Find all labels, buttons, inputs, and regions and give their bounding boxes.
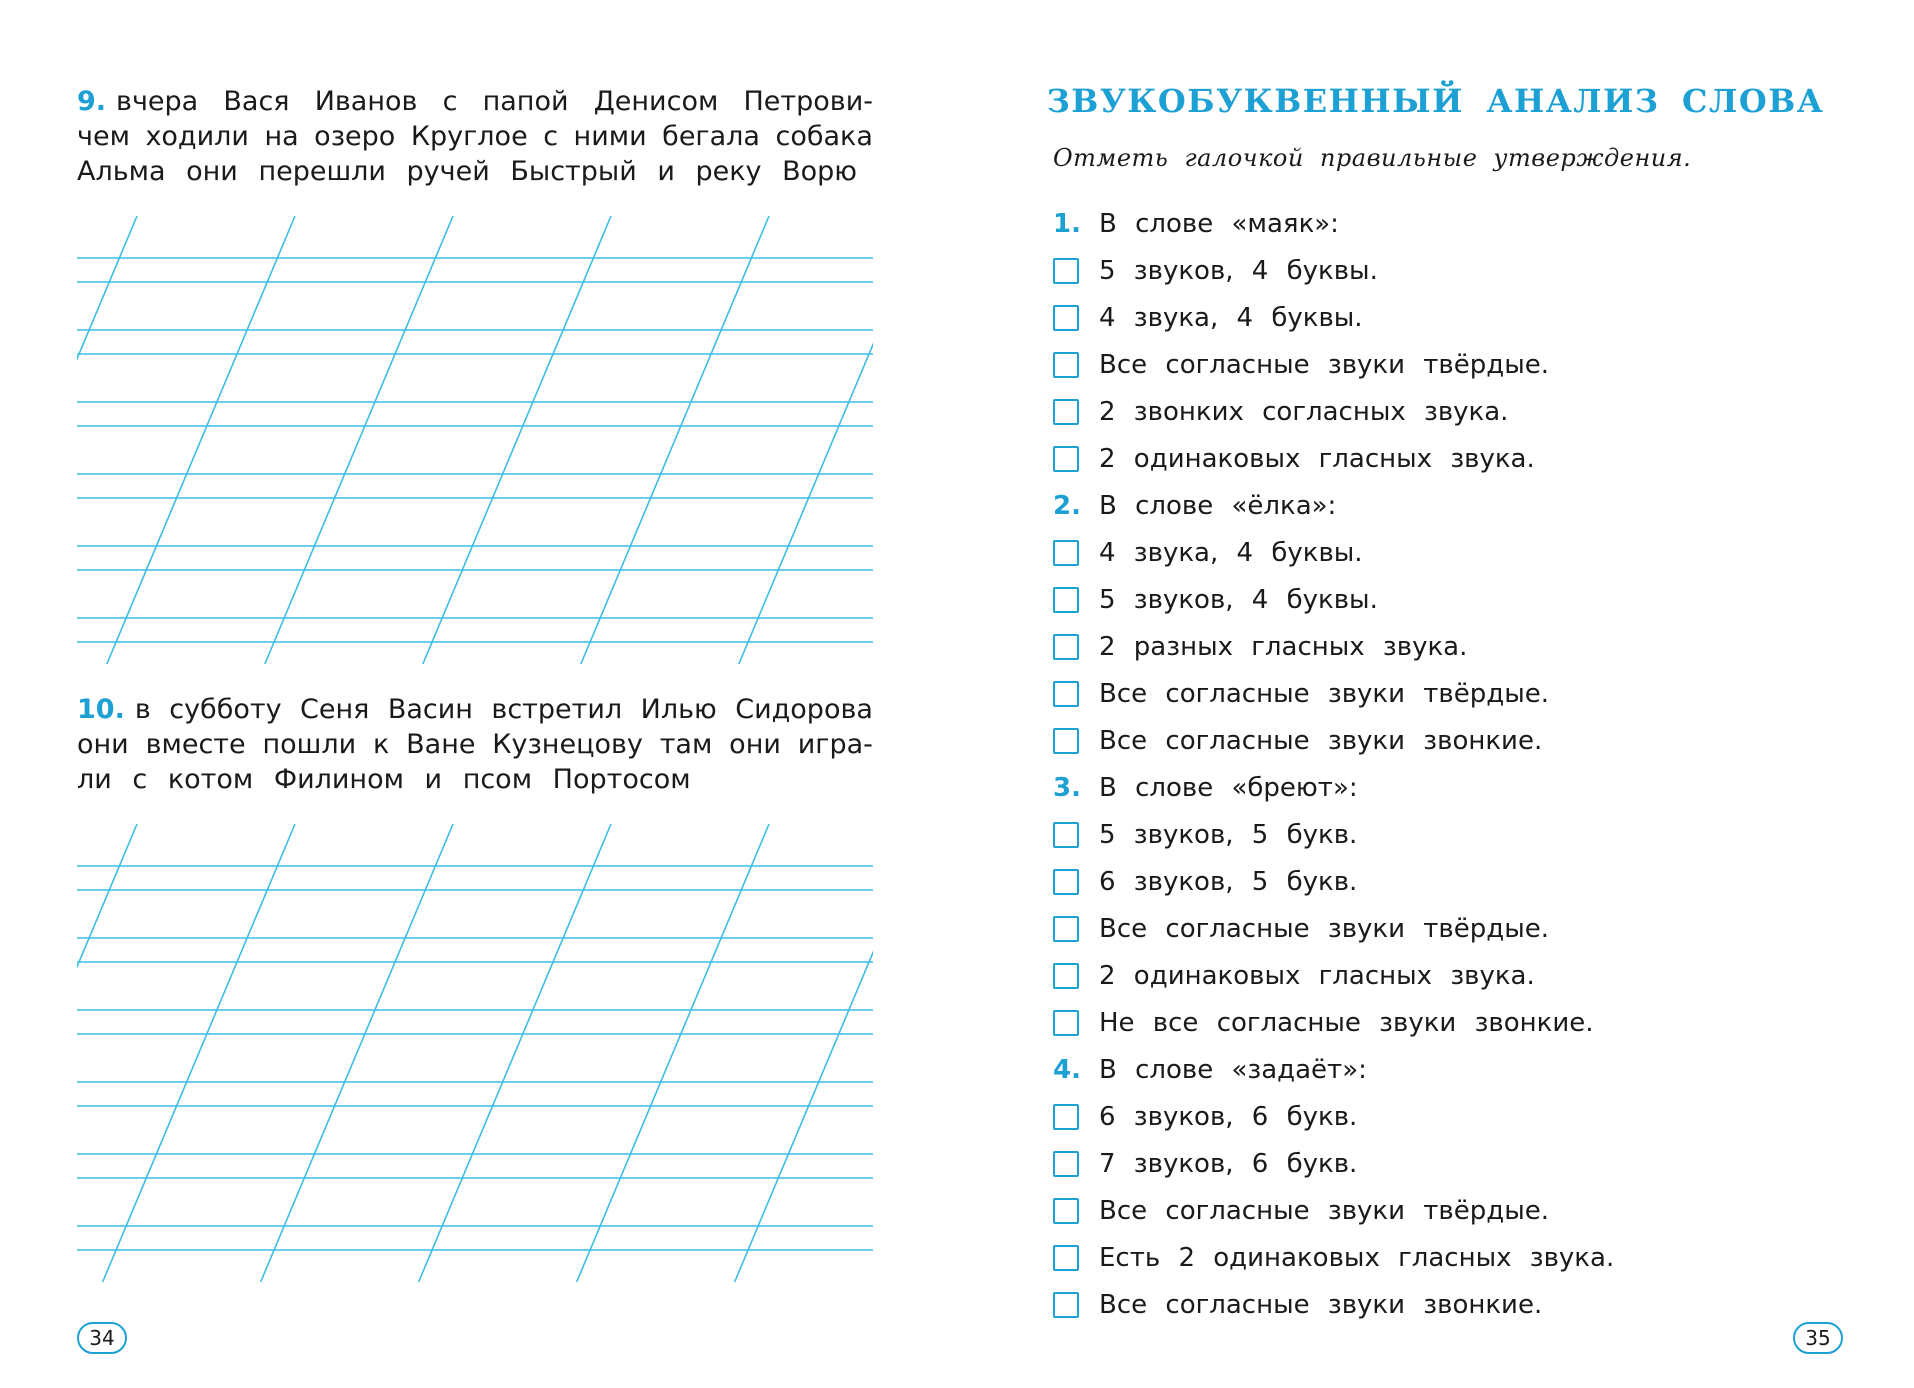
option-label: 2 звонких согласных звука. [1099,396,1509,427]
word: субботу [169,694,282,725]
word: ними [573,121,647,152]
slant-line [107,216,295,664]
question-2-prompt [1053,482,1873,529]
option-label: Все согласные звуки твёрдые. [1099,349,1550,380]
task-10-line-3: ли с котом Филином и псом Портосом [77,764,691,795]
word: они [729,729,781,760]
option-label: 6 звуков, 6 букв. [1099,1101,1358,1132]
word: Васин [387,694,473,725]
word: Круглое [410,121,528,152]
option-label: 2 разных гласных звука. [1099,631,1468,662]
option-label: 5 звуков, 4 буквы. [1099,255,1378,286]
option-label: Все согласные звуки звонкие. [1099,725,1543,756]
word: чем [77,121,130,152]
option-row [1053,388,1873,435]
slant-line [77,824,137,1282]
option-checkbox[interactable] [1053,1010,1079,1036]
word: озеро [314,121,396,152]
option-checkbox[interactable] [1053,1292,1079,1318]
word: там [659,729,713,760]
page-number-right: 35 [1793,1322,1843,1354]
instruction-text: Отметь галочкой правильные утверждения. [1053,144,1692,172]
option-checkbox[interactable] [1053,587,1079,613]
word: в [134,694,151,725]
option-row [1053,1234,1873,1281]
word: Илью [640,694,717,725]
page-number-left: 34 [77,1322,127,1354]
option-checkbox[interactable] [1053,822,1079,848]
question-prompt-text: В слове «ёлка»: [1098,490,1337,521]
slant-line [735,824,873,1282]
task-9 [77,84,873,189]
option-label: Все согласные звуки твёрдые. [1099,678,1550,709]
task-9-number: 9. [77,86,107,117]
word: с [442,86,458,117]
option-checkbox[interactable] [1053,869,1079,895]
option-label: Не все согласные звуки звонкие. [1099,1007,1594,1038]
option-checkbox[interactable] [1053,305,1079,331]
option-row [1053,294,1873,341]
slant-line [419,824,611,1282]
option-row [1053,811,1873,858]
option-label: 5 звуков, 4 буквы. [1099,584,1378,615]
option-row [1053,435,1873,482]
task-9-line-1-text [116,84,873,119]
option-checkbox[interactable] [1053,1245,1079,1271]
word: вместе [145,729,246,760]
slant-line [581,216,769,664]
option-checkbox[interactable] [1053,916,1079,942]
option-checkbox[interactable] [1053,352,1079,378]
question-prompt-text: В слове «бреют»: [1098,772,1358,803]
question-3-prompt [1053,764,1873,811]
task-9-line-2 [77,119,873,154]
word: собака [775,121,873,152]
word: они [77,729,129,760]
word: Сидорова [735,694,873,725]
option-checkbox[interactable] [1053,681,1079,707]
word: Ване [406,729,476,760]
question-1-prompt [1053,200,1873,247]
option-row [1053,623,1873,670]
option-row [1053,670,1873,717]
question-list [1053,200,1873,1328]
option-label: Есть 2 одинаковых гласных звука. [1099,1242,1615,1273]
question-number: 3. [1053,772,1081,803]
slant-line [103,824,295,1282]
word: Иванов [314,86,418,117]
word: Денисом [593,86,719,117]
task-10-line-1-text [135,692,873,727]
slant-line [77,216,137,664]
option-checkbox[interactable] [1053,258,1079,284]
question-number: 1. [1053,208,1081,239]
word: встретил [491,694,623,725]
option-label: 2 одинаковых гласных звука. [1099,443,1535,474]
option-label: 6 звуков, 5 букв. [1099,866,1358,897]
option-row [1053,1187,1873,1234]
option-checkbox[interactable] [1053,728,1079,754]
option-label: 2 одинаковых гласных звука. [1099,960,1535,991]
option-checkbox[interactable] [1053,446,1079,472]
option-label: 5 звуков, 5 букв. [1099,819,1358,850]
slant-line [739,216,873,664]
question-4-prompt [1053,1046,1873,1093]
option-row [1053,1281,1873,1328]
slant-line [577,824,769,1282]
option-row [1053,999,1873,1046]
word: пошли [262,729,357,760]
option-checkbox[interactable] [1053,963,1079,989]
word: Вася [223,86,290,117]
option-checkbox[interactable] [1053,1198,1079,1224]
option-label: 4 звука, 4 буквы. [1099,537,1363,568]
task-10-number: 10. [77,694,125,725]
option-row [1053,341,1873,388]
task-10-line-2 [77,727,873,762]
option-row [1053,717,1873,764]
handwriting-grid-9[interactable] [77,210,873,670]
option-row [1053,576,1873,623]
word: Кузнецову [492,729,643,760]
word: бегала [662,121,760,152]
option-label: Все согласные звуки твёрдые. [1099,1195,1550,1226]
slant-line [261,824,453,1282]
option-row [1053,1140,1873,1187]
option-label: Все согласные звуки твёрдые. [1099,913,1550,944]
option-checkbox[interactable] [1053,399,1079,425]
option-label: 4 звука, 4 буквы. [1099,302,1363,333]
word: вчера [116,86,199,117]
option-row [1053,952,1873,999]
option-label: Все согласные звуки звонкие. [1099,1289,1543,1320]
word: на [264,121,299,152]
section-heading: ЗВУКОБУКВЕННЫЙ АНАЛИЗ СЛОВА [1046,82,1825,120]
option-row [1053,529,1873,576]
option-row [1053,905,1873,952]
option-checkbox[interactable] [1053,1151,1079,1177]
option-checkbox[interactable] [1053,634,1079,660]
handwriting-grid-10[interactable] [77,818,873,1288]
word: папой [482,86,569,117]
option-checkbox[interactable] [1053,1104,1079,1130]
right-page [957,0,1914,1388]
question-number: 4. [1053,1054,1081,1085]
option-row [1053,1093,1873,1140]
option-label: 7 звуков, 6 букв. [1099,1148,1358,1179]
word: Сеня [300,694,370,725]
slant-line [423,216,611,664]
question-prompt-text: В слове «задаёт»: [1098,1054,1367,1085]
option-row [1053,858,1873,905]
question-number: 2. [1053,490,1081,521]
word: с [543,121,559,152]
option-checkbox[interactable] [1053,540,1079,566]
slant-line [265,216,453,664]
word: Петрови- [743,86,873,117]
word: к [372,729,390,760]
task-9-line-1 [77,84,873,119]
task-9-line-3: Альма они перешли ручей Быстрый и реку Ворю [77,156,858,187]
task-10-line-1 [77,692,873,727]
word: игра- [797,729,873,760]
task-10 [77,692,873,797]
word: ходили [145,121,249,152]
option-row [1053,247,1873,294]
question-prompt-text: В слове «маяк»: [1098,208,1339,239]
